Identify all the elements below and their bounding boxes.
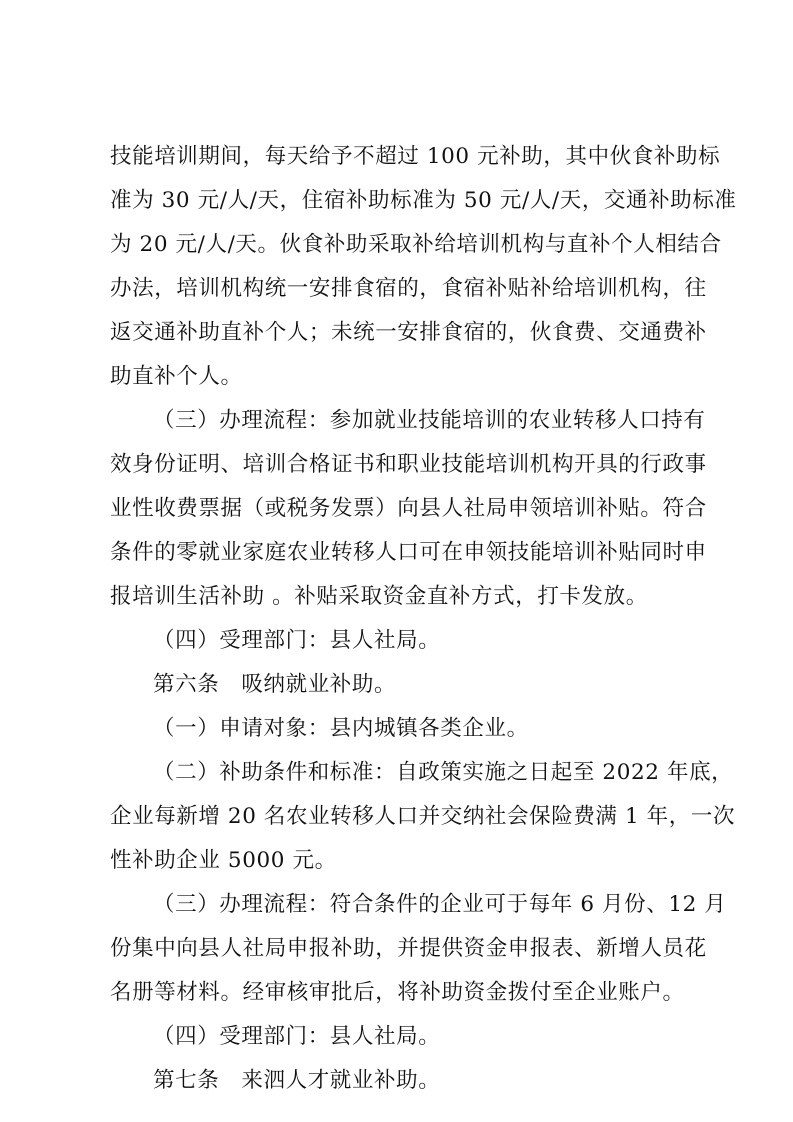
text-line: 为 20 元/人/天。伙食补助采取补给培训机构与直补个人相结合 (110, 232, 722, 257)
text-line: 报培训生活补助 。补贴采取资金直补方式，打卡发放。 (110, 584, 648, 609)
paragraph-start: （四）受理部门：县人社局。 (153, 1024, 441, 1049)
paragraph-start: （二）补助条件和标准：自政策实施之日起至 2022 年底， (153, 760, 734, 785)
text-line: 办法，培训机构统一安排食宿的，食宿补贴补给培训机构，往 (110, 276, 707, 301)
article-heading: 第六条 吸纳就业补助。 (153, 672, 397, 697)
text-line: 技能培训期间，每天给予不超过 100 元补助，其中伙食补助标 (110, 144, 721, 169)
text-line: 返交通补助直补个人；未统一安排食宿的，伙食费、交通费补 (110, 320, 707, 345)
text-line: 份集中向县人社局申报补助，并提供资金申报表、新增人员花 (110, 936, 707, 961)
paragraph-start: （三）办理流程：参加就业技能培训的农业转移人口持有 (153, 408, 706, 433)
paragraph-start: （一）申请对象：县内城镇各类企业。 (153, 716, 529, 741)
text-line: 企业每新增 20 名农业转移人口并交纳社会保险费满 1 年，一次 (110, 804, 736, 829)
text-line: 业性收费票据（或税务发票）向县人社局申领培训补贴。符合 (110, 496, 707, 521)
text-line: 条件的零就业家庭农业转移人口可在申领技能培训补贴同时申 (110, 540, 707, 565)
paragraph-start: （三）办理流程：符合条件的企业可于每年 6 月份、12 月 (153, 892, 727, 917)
text-line: 准为 30 元/人/天，住宿补助标准为 50 元/人/天，交通补助标准 (110, 188, 737, 213)
text-line: 性补助企业 5000 元。 (110, 848, 337, 873)
text-line: 效身份证明、培训合格证书和职业技能培训机构开具的行政事 (110, 452, 707, 477)
paragraph-start: （四）受理部门：县人社局。 (153, 628, 441, 653)
article-heading: 第七条 来泗人才就业补助。 (153, 1068, 441, 1093)
text-line: 助直补个人。 (110, 364, 243, 389)
text-line: 名册等材料。经审核审批后，将补助资金拨付至企业账户。 (110, 980, 685, 1005)
